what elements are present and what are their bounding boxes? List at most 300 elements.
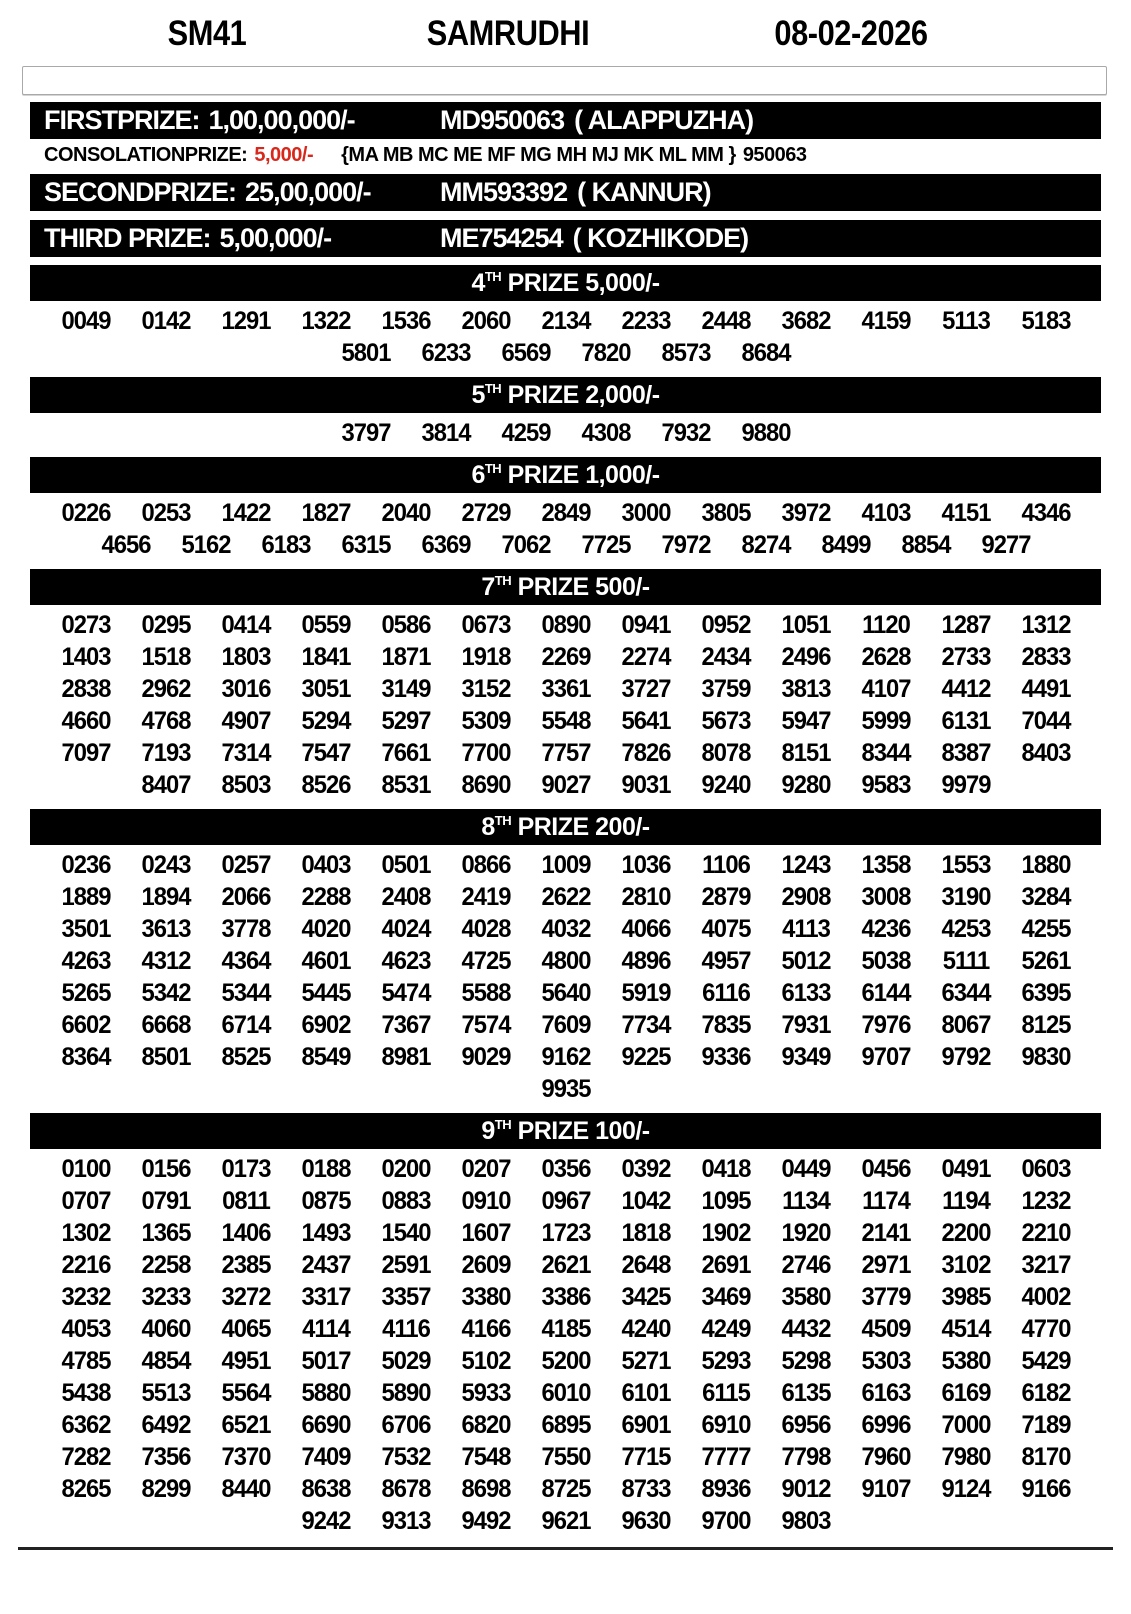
winning-number: 5880: [300, 1379, 351, 1407]
winning-number: 8265: [60, 1475, 111, 1503]
winning-number: 4896: [620, 947, 671, 975]
section-ordinal: 5: [471, 380, 485, 409]
winning-number: 8525: [220, 1043, 271, 1071]
winning-number: 0142: [140, 307, 191, 335]
winning-number: 3232: [60, 1283, 111, 1311]
winning-number: 6910: [700, 1411, 751, 1439]
winning-number: 2437: [300, 1251, 351, 1279]
winning-number: 4491: [1020, 675, 1071, 703]
number-row: [46, 337, 1086, 369]
winning-number: 5429: [1020, 1347, 1071, 1375]
winning-number: 1818: [620, 1219, 671, 1247]
winning-number: 4957: [700, 947, 751, 975]
winning-number: 4075: [700, 915, 751, 943]
winning-number: 0910: [460, 1187, 511, 1215]
winning-number: 4951: [220, 1347, 271, 1375]
winning-number: 9162: [540, 1043, 591, 1071]
winning-number: 4432: [780, 1315, 831, 1343]
number-row: [46, 305, 1086, 337]
winning-number: 1918: [460, 643, 511, 671]
winning-number: 9979: [940, 771, 991, 799]
winning-number: 2448: [700, 307, 751, 335]
winning-number: 9027: [540, 771, 591, 799]
winning-number: 7835: [700, 1011, 751, 1039]
winning-number: 4103: [860, 499, 911, 527]
winning-number: 2609: [460, 1251, 511, 1279]
winning-number: 0890: [540, 611, 591, 639]
winning-number: 7777: [700, 1443, 751, 1471]
winning-number: 4514: [940, 1315, 991, 1343]
number-row: [46, 497, 1086, 529]
winning-number: 4151: [940, 499, 991, 527]
winning-number: 2040: [380, 499, 431, 527]
winning-number: 5294: [300, 707, 351, 735]
winning-number: 1042: [620, 1187, 671, 1215]
number-row: [46, 881, 1086, 913]
winning-number: 6901: [620, 1411, 671, 1439]
winning-number: 5344: [220, 979, 271, 1007]
winning-number: 1518: [140, 643, 191, 671]
winning-number: 0941: [620, 611, 671, 639]
winning-number: 6163: [860, 1379, 911, 1407]
winning-number: 4002: [1020, 1283, 1071, 1311]
winning-number: 8733: [620, 1475, 671, 1503]
winning-number: 2833: [1020, 643, 1071, 671]
first-prize-location: ( ALAPPUZHA): [574, 105, 754, 135]
winning-number: 5200: [540, 1347, 591, 1375]
winning-number: 0491: [940, 1155, 991, 1183]
winning-number: 5438: [60, 1379, 111, 1407]
draw-code: SM41: [167, 14, 247, 53]
winning-number: 3469: [700, 1283, 751, 1311]
winning-number: 7980: [940, 1443, 991, 1471]
first-prize-label: FIRSTPRIZE:: [44, 105, 200, 135]
winning-number: 7044: [1020, 707, 1071, 735]
winning-number: 8501: [140, 1043, 191, 1071]
winning-number: 7356: [140, 1443, 191, 1471]
winning-number: 6101: [620, 1379, 671, 1407]
winning-number: 8407: [140, 771, 191, 799]
winning-number: 9830: [1020, 1043, 1071, 1071]
winning-number: 6116: [701, 979, 750, 1007]
winning-number: 1920: [780, 1219, 831, 1247]
winning-number: 9707: [860, 1043, 911, 1071]
winning-number: 9277: [980, 531, 1031, 559]
section-prize-amount: PRIZE 1,000/-: [501, 460, 660, 489]
winning-number: 1194: [941, 1187, 990, 1215]
winning-number: 7548: [460, 1443, 511, 1471]
winning-number: 8936: [700, 1475, 751, 1503]
winning-number: 6135: [780, 1379, 831, 1407]
number-row: [46, 1073, 1086, 1105]
winning-number: 1312: [1020, 611, 1071, 639]
winning-number: 9803: [780, 1507, 831, 1535]
winning-number: 3152: [460, 675, 511, 703]
winning-number: 6956: [780, 1411, 831, 1439]
number-row: [46, 529, 1086, 561]
number-row: [46, 1153, 1086, 1185]
winning-number: 0559: [300, 611, 351, 639]
winning-number: 1287: [940, 611, 991, 639]
winning-number: 3357: [380, 1283, 431, 1311]
winning-number: 8078: [700, 739, 751, 767]
winning-number: 2849: [540, 499, 591, 527]
winning-number: 1095: [700, 1187, 751, 1215]
winning-number: 4065: [220, 1315, 271, 1343]
winning-number: 0866: [460, 851, 511, 879]
second-prize-winner: [440, 177, 711, 208]
winning-number: 6569: [500, 339, 551, 367]
winning-number: 2733: [940, 643, 991, 671]
winning-number: 6182: [1020, 1379, 1071, 1407]
winning-number: 5947: [780, 707, 831, 735]
winning-number: 7932: [660, 419, 711, 447]
winning-number: 4312: [140, 947, 191, 975]
winning-number: 2141: [860, 1219, 911, 1247]
winning-number: 3779: [860, 1283, 911, 1311]
winning-number: 7550: [540, 1443, 591, 1471]
winning-number: 3613: [140, 915, 191, 943]
third-prize-label: THIRD PRIZE:: [44, 223, 211, 253]
section-ordinal: 9: [481, 1116, 495, 1145]
winning-number: 7820: [580, 339, 631, 367]
winning-number: 1036: [620, 851, 671, 879]
winning-number: 8638: [300, 1475, 351, 1503]
winning-number: 2269: [540, 643, 591, 671]
winning-number: 1841: [300, 643, 351, 671]
winning-number: 2591: [380, 1251, 431, 1279]
number-row: [46, 1009, 1086, 1041]
section-ordinal: 7: [481, 572, 495, 601]
winning-number: 6996: [860, 1411, 911, 1439]
winning-number: 2622: [540, 883, 591, 911]
winning-number: 5673: [700, 707, 751, 735]
winning-number: 5513: [140, 1379, 191, 1407]
result-header: [0, 14, 1131, 62]
winning-number: 0273: [60, 611, 111, 639]
winning-number: 7409: [300, 1443, 351, 1471]
winning-number: 3016: [220, 675, 271, 703]
winning-number: 3361: [540, 675, 591, 703]
winning-number: 4412: [940, 675, 991, 703]
winning-number: 7189: [1020, 1411, 1071, 1439]
winning-number: 8364: [60, 1043, 111, 1071]
section-ordinal-suffix: TH: [494, 572, 512, 588]
consolation-number: 950063: [742, 144, 807, 166]
winning-number: 8403: [1020, 739, 1071, 767]
winning-number: 5999: [860, 707, 911, 735]
winning-number: 4656: [100, 531, 151, 559]
winning-number: 9242: [300, 1507, 351, 1535]
winning-number: 9700: [700, 1507, 751, 1535]
winning-number: 2134: [540, 307, 591, 335]
winning-number: 1607: [460, 1219, 511, 1247]
winning-number: 1051: [780, 611, 831, 639]
winning-number: 6169: [940, 1379, 991, 1407]
winning-number: 1174: [861, 1187, 910, 1215]
winning-number: 7757: [540, 739, 591, 767]
winning-number: 7972: [660, 531, 711, 559]
winning-number: 1889: [60, 883, 111, 911]
winning-number: 5933: [460, 1379, 511, 1407]
winning-number: 5102: [460, 1347, 511, 1375]
winning-number: 2810: [620, 883, 671, 911]
winning-number: 5641: [620, 707, 671, 735]
winning-number: 3682: [780, 307, 831, 335]
section-header-5th-prize: [30, 377, 1101, 413]
winning-number: 0295: [140, 611, 191, 639]
winning-number: 0207: [460, 1155, 511, 1183]
winning-number: 5293: [700, 1347, 751, 1375]
draw-date: 08-02-2026: [774, 14, 928, 53]
winning-number: 5111: [942, 947, 989, 975]
winning-number: 1723: [540, 1219, 591, 1247]
winning-number: 4185: [540, 1315, 591, 1343]
winning-number: 5801: [340, 339, 391, 367]
winning-number: 4028: [460, 915, 511, 943]
winning-number: 3797: [340, 419, 391, 447]
winning-number: 8698: [460, 1475, 511, 1503]
winning-number: 3317: [300, 1283, 351, 1311]
consolation-series: {MA MB MC ME MF MG MH MJ MK ML MM }: [341, 144, 736, 166]
winning-number: 3000: [620, 499, 671, 527]
winning-number: 5919: [620, 979, 671, 1007]
winning-number: 1358: [860, 851, 911, 879]
empty-input-box[interactable]: [22, 66, 1107, 95]
winning-number: 3425: [620, 1283, 671, 1311]
winning-number: 1540: [380, 1219, 431, 1247]
section-header-9th-prize: [30, 1113, 1101, 1149]
winning-number: 7725: [580, 531, 631, 559]
third-prize-bar: [30, 220, 1101, 257]
winning-number: 4800: [540, 947, 591, 975]
winning-number: 9240: [700, 771, 751, 799]
winning-number: 5298: [780, 1347, 831, 1375]
winning-number: 2233: [620, 307, 671, 335]
winning-number: 5474: [380, 979, 431, 1007]
winning-number: 6362: [60, 1411, 111, 1439]
winning-number: 3051: [300, 675, 351, 703]
winning-number: 5303: [860, 1347, 911, 1375]
winning-number: 6115: [701, 1379, 750, 1407]
winning-number: 2419: [460, 883, 511, 911]
winning-number: 3501: [60, 915, 111, 943]
winning-number: 7547: [300, 739, 351, 767]
winning-number: 2066: [220, 883, 271, 911]
winning-number: 0049: [60, 307, 111, 335]
winning-number: 0356: [540, 1155, 591, 1183]
winning-number: 4255: [1020, 915, 1071, 943]
winning-number: 2838: [60, 675, 111, 703]
winning-number: 2746: [780, 1251, 831, 1279]
winning-number: 3149: [380, 675, 431, 703]
winning-number: 1291: [220, 307, 271, 335]
winning-number: 7661: [380, 739, 431, 767]
winning-number: 3233: [140, 1283, 191, 1311]
section-header-7th-prize: [30, 569, 1101, 605]
winning-number: 9880: [740, 419, 791, 447]
winning-number: 3380: [460, 1283, 511, 1311]
winning-number: 7367: [380, 1011, 431, 1039]
winning-number: 2210: [1020, 1219, 1071, 1247]
winning-number: 4601: [300, 947, 351, 975]
winning-number: 1553: [940, 851, 991, 879]
winning-number: 5548: [540, 707, 591, 735]
winning-number: 8684: [740, 339, 791, 367]
winning-number: 5564: [220, 1379, 271, 1407]
winning-number: 9107: [860, 1475, 911, 1503]
winning-number: 8499: [820, 531, 871, 559]
winning-number: 6706: [380, 1411, 431, 1439]
third-prize-location: ( KOZHIKODE): [572, 223, 749, 253]
winning-number: 1120: [861, 611, 910, 639]
number-row: [46, 1217, 1086, 1249]
winning-number: 5162: [180, 531, 231, 559]
winning-number: 5271: [620, 1347, 671, 1375]
winning-number: 7314: [220, 739, 271, 767]
winning-number: 7734: [620, 1011, 671, 1039]
winning-number: 9621: [540, 1507, 591, 1535]
winning-number: 3580: [780, 1283, 831, 1311]
number-row: [46, 673, 1086, 705]
winning-number: 3805: [700, 499, 751, 527]
winning-number: 8170: [1020, 1443, 1071, 1471]
section-ordinal-suffix: TH: [484, 380, 502, 396]
winning-number: 2628: [860, 643, 911, 671]
winning-number: 8387: [940, 739, 991, 767]
winning-number: 2274: [620, 643, 671, 671]
consolation-amount: 5,000/-: [254, 144, 314, 166]
number-row: [46, 849, 1086, 881]
winning-number: 6233: [420, 339, 471, 367]
winning-number: 8274: [740, 531, 791, 559]
winning-number: 2908: [780, 883, 831, 911]
winning-number: 1232: [1020, 1187, 1071, 1215]
winning-number: 5640: [540, 979, 591, 1007]
consolation-label: CONSOLATIONPRIZE:: [44, 144, 248, 166]
winning-number: 0236: [60, 851, 111, 879]
winning-number: 4364: [220, 947, 271, 975]
winning-number: 6183: [260, 531, 311, 559]
winning-number: 2060: [460, 307, 511, 335]
winning-number: 0456: [860, 1155, 911, 1183]
winning-number: 9630: [620, 1507, 671, 1535]
winning-number: 7097: [60, 739, 111, 767]
winning-number: 0673: [460, 611, 511, 639]
number-row: [46, 1249, 1086, 1281]
winning-number: 6602: [60, 1011, 111, 1039]
winning-number: 4768: [140, 707, 191, 735]
winning-number: 4854: [140, 1347, 191, 1375]
winning-number: 0392: [620, 1155, 671, 1183]
winning-number: 0418: [700, 1155, 751, 1183]
number-row: [46, 1345, 1086, 1377]
winning-number: 8854: [900, 531, 951, 559]
winning-number: 2879: [700, 883, 751, 911]
winning-number: 4032: [540, 915, 591, 943]
winning-number: 0188: [300, 1155, 351, 1183]
winning-number: 5261: [1020, 947, 1071, 975]
winning-number: 4907: [220, 707, 271, 735]
winning-number: 9225: [620, 1043, 671, 1071]
winning-number: 6344: [940, 979, 991, 1007]
winning-number: 2434: [700, 643, 751, 671]
winning-number: 5017: [300, 1347, 351, 1375]
winning-number: 4263: [60, 947, 111, 975]
winning-number: 3814: [420, 419, 471, 447]
winning-number: 3778: [220, 915, 271, 943]
winning-number: 4660: [60, 707, 111, 735]
number-row: [46, 769, 1086, 801]
winning-number: 7826: [620, 739, 671, 767]
winning-number: 1403: [60, 643, 111, 671]
winning-number: 3386: [540, 1283, 591, 1311]
winning-number: 5012: [780, 947, 831, 975]
winning-number: 7931: [780, 1011, 831, 1039]
winning-number: 9124: [940, 1475, 991, 1503]
third-prize-ticket: ME754254: [440, 223, 563, 253]
winning-number: 9280: [780, 771, 831, 799]
winning-number: 3759: [700, 675, 751, 703]
winning-number: 7609: [540, 1011, 591, 1039]
winning-number: 8549: [300, 1043, 351, 1071]
number-row: [46, 1313, 1086, 1345]
section-prize-amount: PRIZE 200/-: [511, 812, 650, 841]
winning-number: 8151: [780, 739, 831, 767]
second-prize-ticket: MM593392: [440, 177, 568, 207]
number-row: [46, 737, 1086, 769]
winning-number: 1871: [380, 643, 431, 671]
section-ordinal-suffix: TH: [484, 460, 502, 476]
winning-number: 3102: [940, 1251, 991, 1279]
number-row: [46, 977, 1086, 1009]
winning-number: 0253: [140, 499, 191, 527]
section-ordinal-suffix: TH: [494, 1116, 512, 1132]
third-prize-amount: 5,00,000/-: [219, 223, 332, 253]
winning-number: 9583: [860, 771, 911, 799]
winning-number: 4116: [381, 1315, 430, 1343]
winning-number: 2385: [220, 1251, 271, 1279]
winning-number: 4253: [940, 915, 991, 943]
winning-number: 4066: [620, 915, 671, 943]
first-prize-amount: 1,00,00,000/-: [208, 105, 355, 135]
winning-number: 1536: [380, 307, 431, 335]
winning-number: 0501: [380, 851, 431, 879]
winning-number: 6668: [140, 1011, 191, 1039]
winning-number: 5113: [941, 307, 990, 335]
section-ordinal-suffix: TH: [484, 268, 502, 284]
winning-number: 7000: [940, 1411, 991, 1439]
winning-number: 9792: [940, 1043, 991, 1071]
winning-number: 4770: [1020, 1315, 1071, 1343]
winning-number: 5183: [1020, 307, 1071, 335]
winning-number: 8344: [860, 739, 911, 767]
winning-number: 4236: [860, 915, 911, 943]
winning-number: 1880: [1020, 851, 1071, 879]
number-row: [46, 417, 1086, 449]
section-ordinal: 4: [471, 268, 485, 297]
winning-number: 5342: [140, 979, 191, 1007]
winning-number: 2258: [140, 1251, 191, 1279]
winning-number: 5380: [940, 1347, 991, 1375]
winning-number: 0586: [380, 611, 431, 639]
winning-number: 1827: [300, 499, 351, 527]
winning-number: 3727: [620, 675, 671, 703]
winning-number: 3217: [1020, 1251, 1071, 1279]
winning-number: 3272: [220, 1283, 271, 1311]
winning-number: 9349: [780, 1043, 831, 1071]
winning-number: 0883: [380, 1187, 431, 1215]
